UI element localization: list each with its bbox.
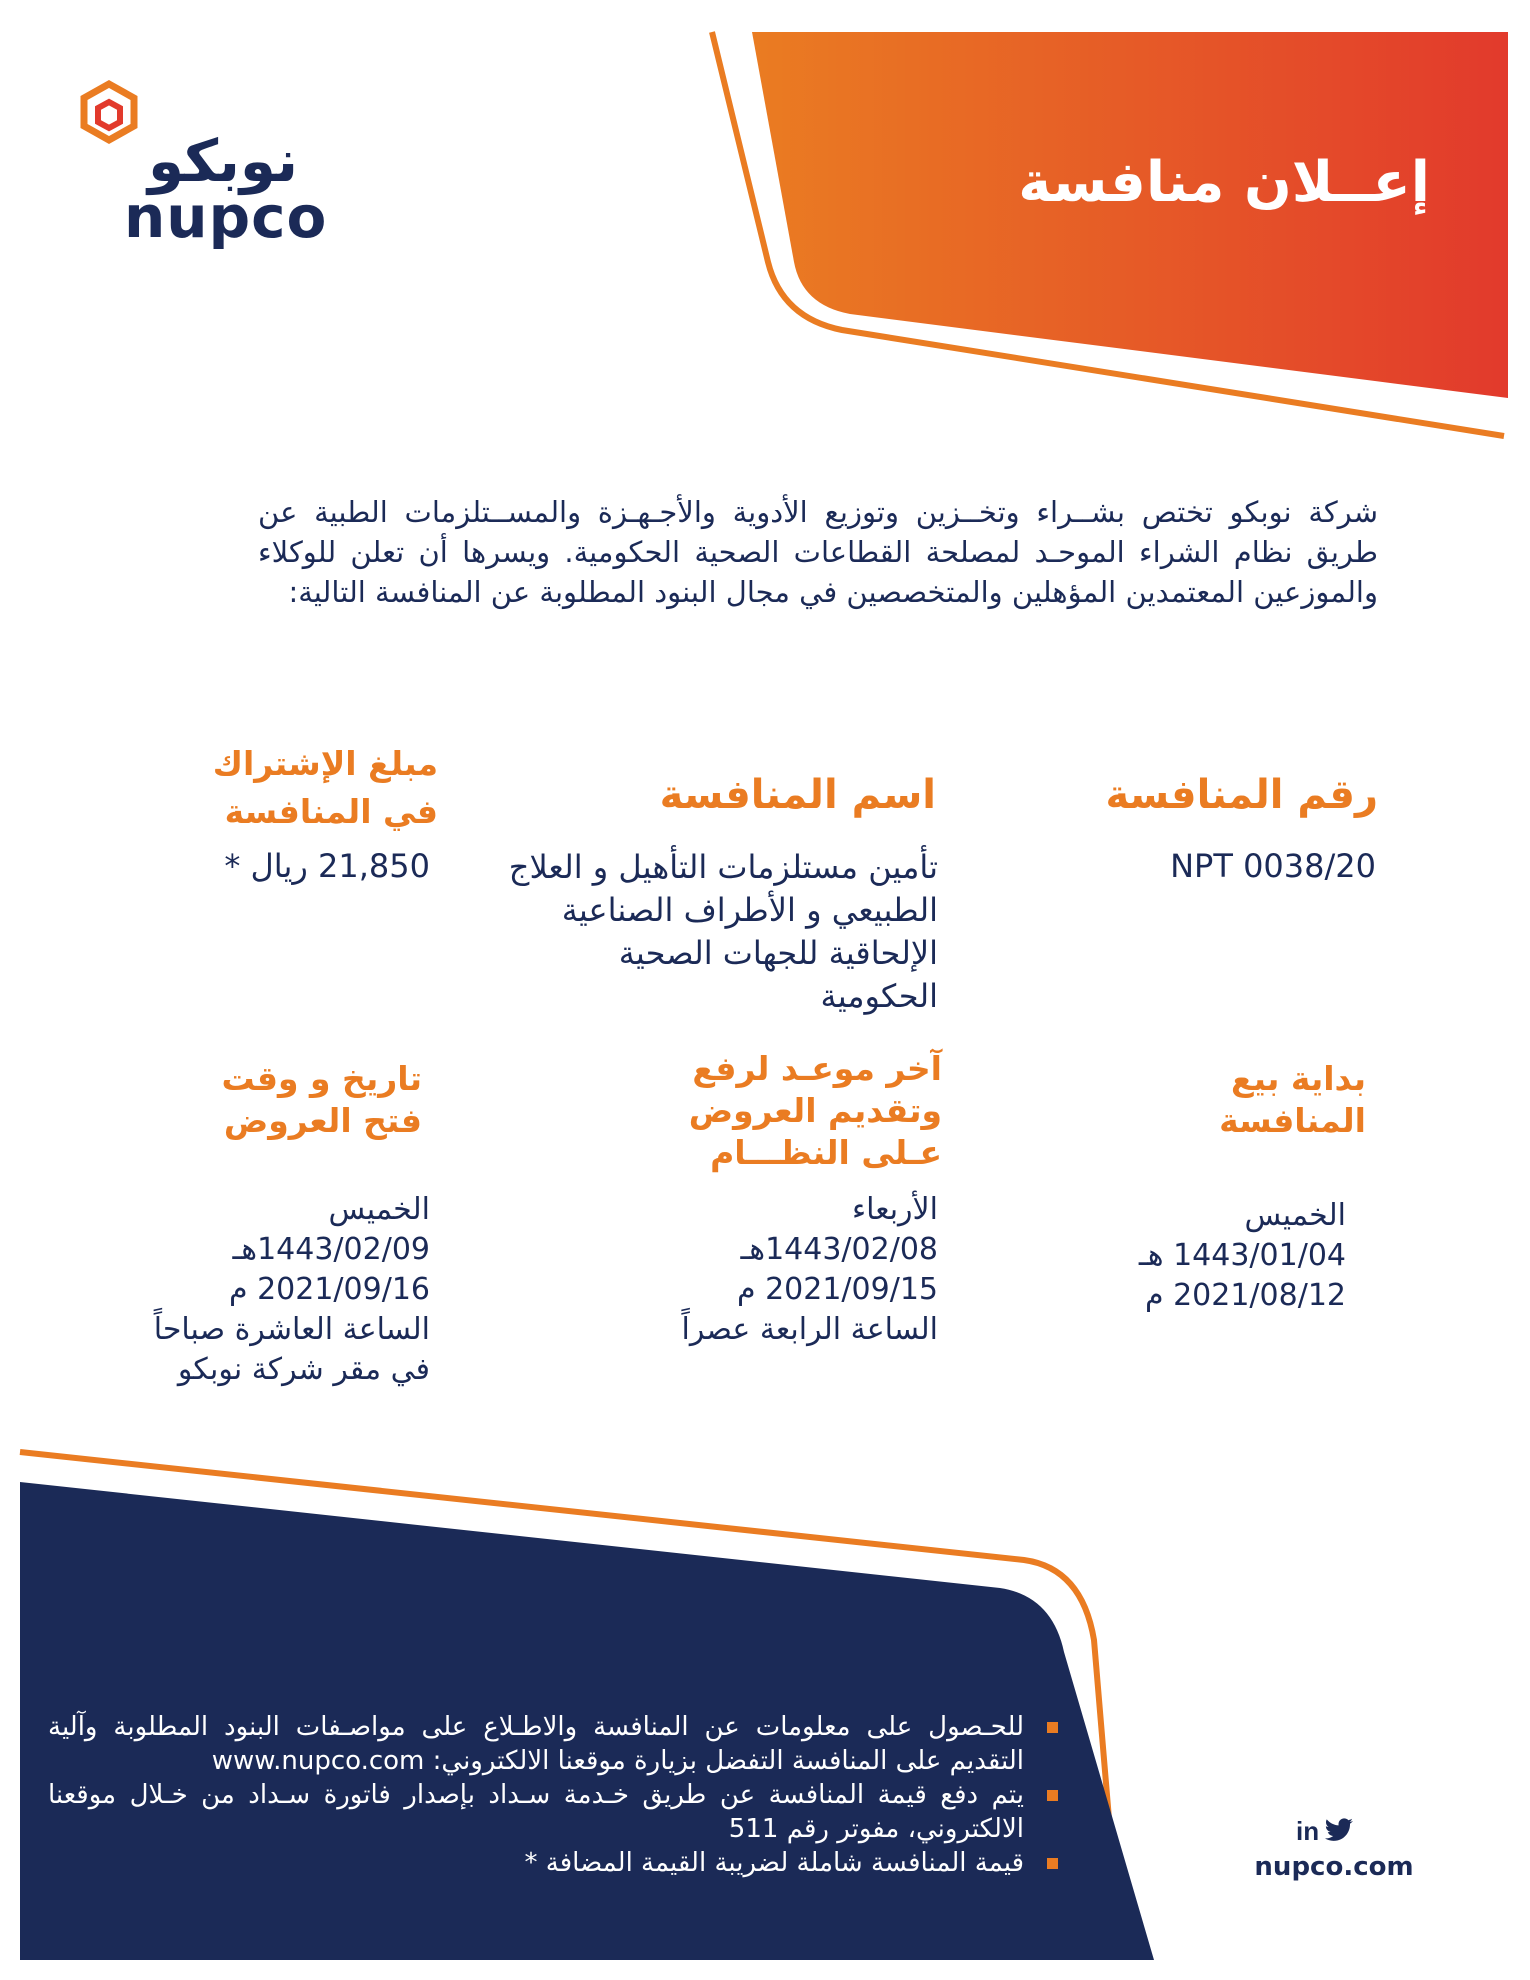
header-banner	[752, 32, 1508, 398]
social-links	[1296, 1816, 1356, 1846]
tender-number-label: رقم المنافسة	[1105, 772, 1378, 818]
participation-fee-value: 21,850 ريال *	[224, 847, 430, 885]
footer-note: للحـصول على معلومات عن المنافسة والاطـلاع على مواصـفات البنود المطلوبة وآلية التقديم على المنافسة التفضل بزيارة موقعنا الالكتروني: www.nupco.com	[48, 1710, 1058, 1778]
logo-arabic: نوبكو	[147, 127, 298, 195]
linkedin-icon[interactable]: in	[1296, 1816, 1320, 1846]
website-link[interactable]: nupco.com	[1254, 1852, 1414, 1882]
sale-start-label: بداية بيع المنافسة	[1219, 1059, 1366, 1140]
bullet-icon	[1047, 1790, 1058, 1801]
tender-name-label: اسم المنافسة	[659, 772, 936, 818]
deadline-label: آخر موعـد لرفع وتقديم العروض عـلى النظـــام	[688, 1049, 942, 1172]
bullet-icon	[1047, 1858, 1058, 1869]
footer-note: يتم دفع قيمة المنافسة عن طريق خـدمة سـداد بإصدار فاتورة سـداد من خـلال موقعنا الالكتروني، مفوتر رقم 511	[48, 1778, 1058, 1846]
logo-latin: nupco	[124, 183, 328, 251]
opening-value: الخميس 1443/02/09هـ 2021/09/16 م الساعة العاشرة صباحاً في مقر شركة نوبكو	[153, 1192, 430, 1387]
footer-note: قيمة المنافسة شاملة لضريبة القيمة المضافة *	[48, 1846, 1058, 1880]
page-title: إعــلان منافسة	[1018, 150, 1430, 215]
tender-number-value: NPT 0038/20	[1170, 847, 1376, 885]
intro-paragraph: شركة نوبكو تختص بشــراء وتخــزين وتوزيع الأدوية والأجـهـزة والمســتلزمات الطبية عن طريق نظام الشراء الموحـد لمصلحة القطاعات الصحية الحكومية. ويسرها أن تعلن للوكلاء والموزعين المعتمدين المؤهلين والمتخصصين في مجال البنود المطلوبة عن المنافسة التالية:	[258, 495, 1378, 609]
participation-fee-label: مبلغ الإشتراك في المنافسة	[212, 744, 438, 831]
twitter-icon[interactable]	[1324, 1818, 1354, 1844]
footer-notes	[48, 1710, 1058, 1880]
opening-label: تاريخ و وقت فتح العروض	[221, 1059, 422, 1140]
tender-name-value: تأمين مستلزمات التأهيل و العلاج الطبيعي و الأطراف الصناعية الإلحاقية للجهات الصحية الحكومية	[508, 848, 938, 1015]
deadline-value: الأربعاء 1443/02/08هـ 2021/09/15 م الساعة الرابعة عصراً	[681, 1192, 938, 1347]
bullet-icon	[1047, 1722, 1058, 1733]
sale-start-value: الخميس 1443/01/04 هـ 2021/08/12 م	[1138, 1198, 1346, 1313]
